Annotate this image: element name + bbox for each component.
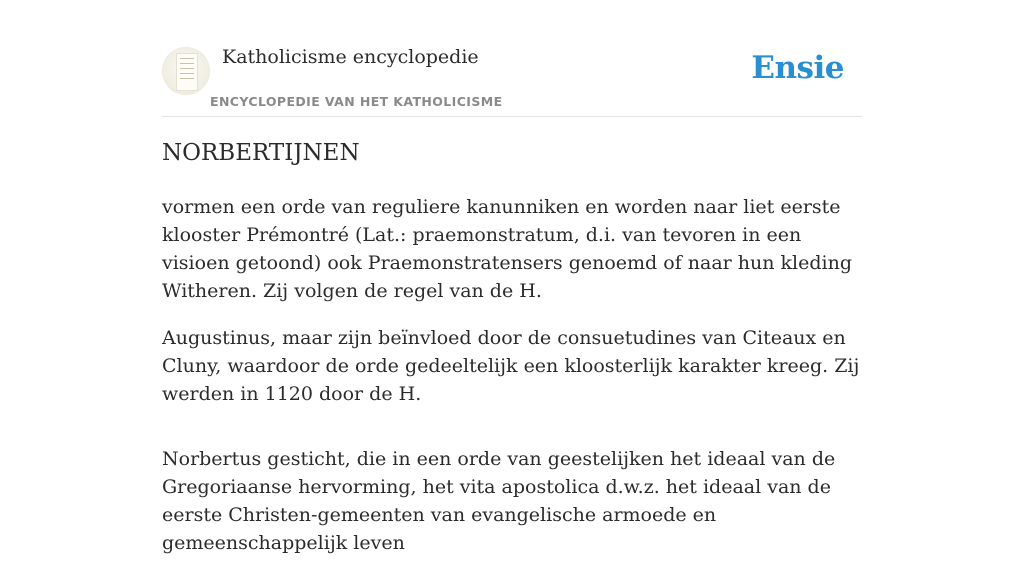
entry-paragraph: Norbertus gesticht, die in een orde van geestelijken het ideaal van de Gregoriaanse hervorming, het vita apostolica d.w.z. het ideaal van de eerste Christen-gemeenten van evangelische armoede en gemeenschappelijk leven — [162, 448, 836, 554]
entry-content — [162, 193, 862, 576]
entry-paragraph: Augustinus, maar zijn beïnvloed door de consuetudines van Citeaux en Cluny, waardoor de orde gedeeltelijk een kloosterlijk karakter kreeg. Zij werden in 1120 door de H. — [162, 327, 860, 405]
site-subtitle: ENCYCLOPEDIE VAN HET KATHOLICISME — [210, 94, 503, 109]
site-header — [162, 40, 862, 117]
site-title[interactable]: Katholicisme encyclopedie — [222, 46, 479, 68]
book-cover-image — [176, 53, 198, 91]
book-cover-icon[interactable] — [162, 47, 210, 95]
entry-paragraph: vormen een orde van reguliere kanunniken en worden naar liet eerste klooster Prémontré (Lat.: praemonstratum, d.i. van tevoren in een visioen getoond) ook Praemonstratensers genoemd of naar hun kleding Witheren. Zij volgen de regel van de H. — [162, 196, 853, 302]
entry-title: NORBERTIJNEN — [162, 140, 360, 166]
brand-logo[interactable]: Ensie — [751, 50, 844, 86]
